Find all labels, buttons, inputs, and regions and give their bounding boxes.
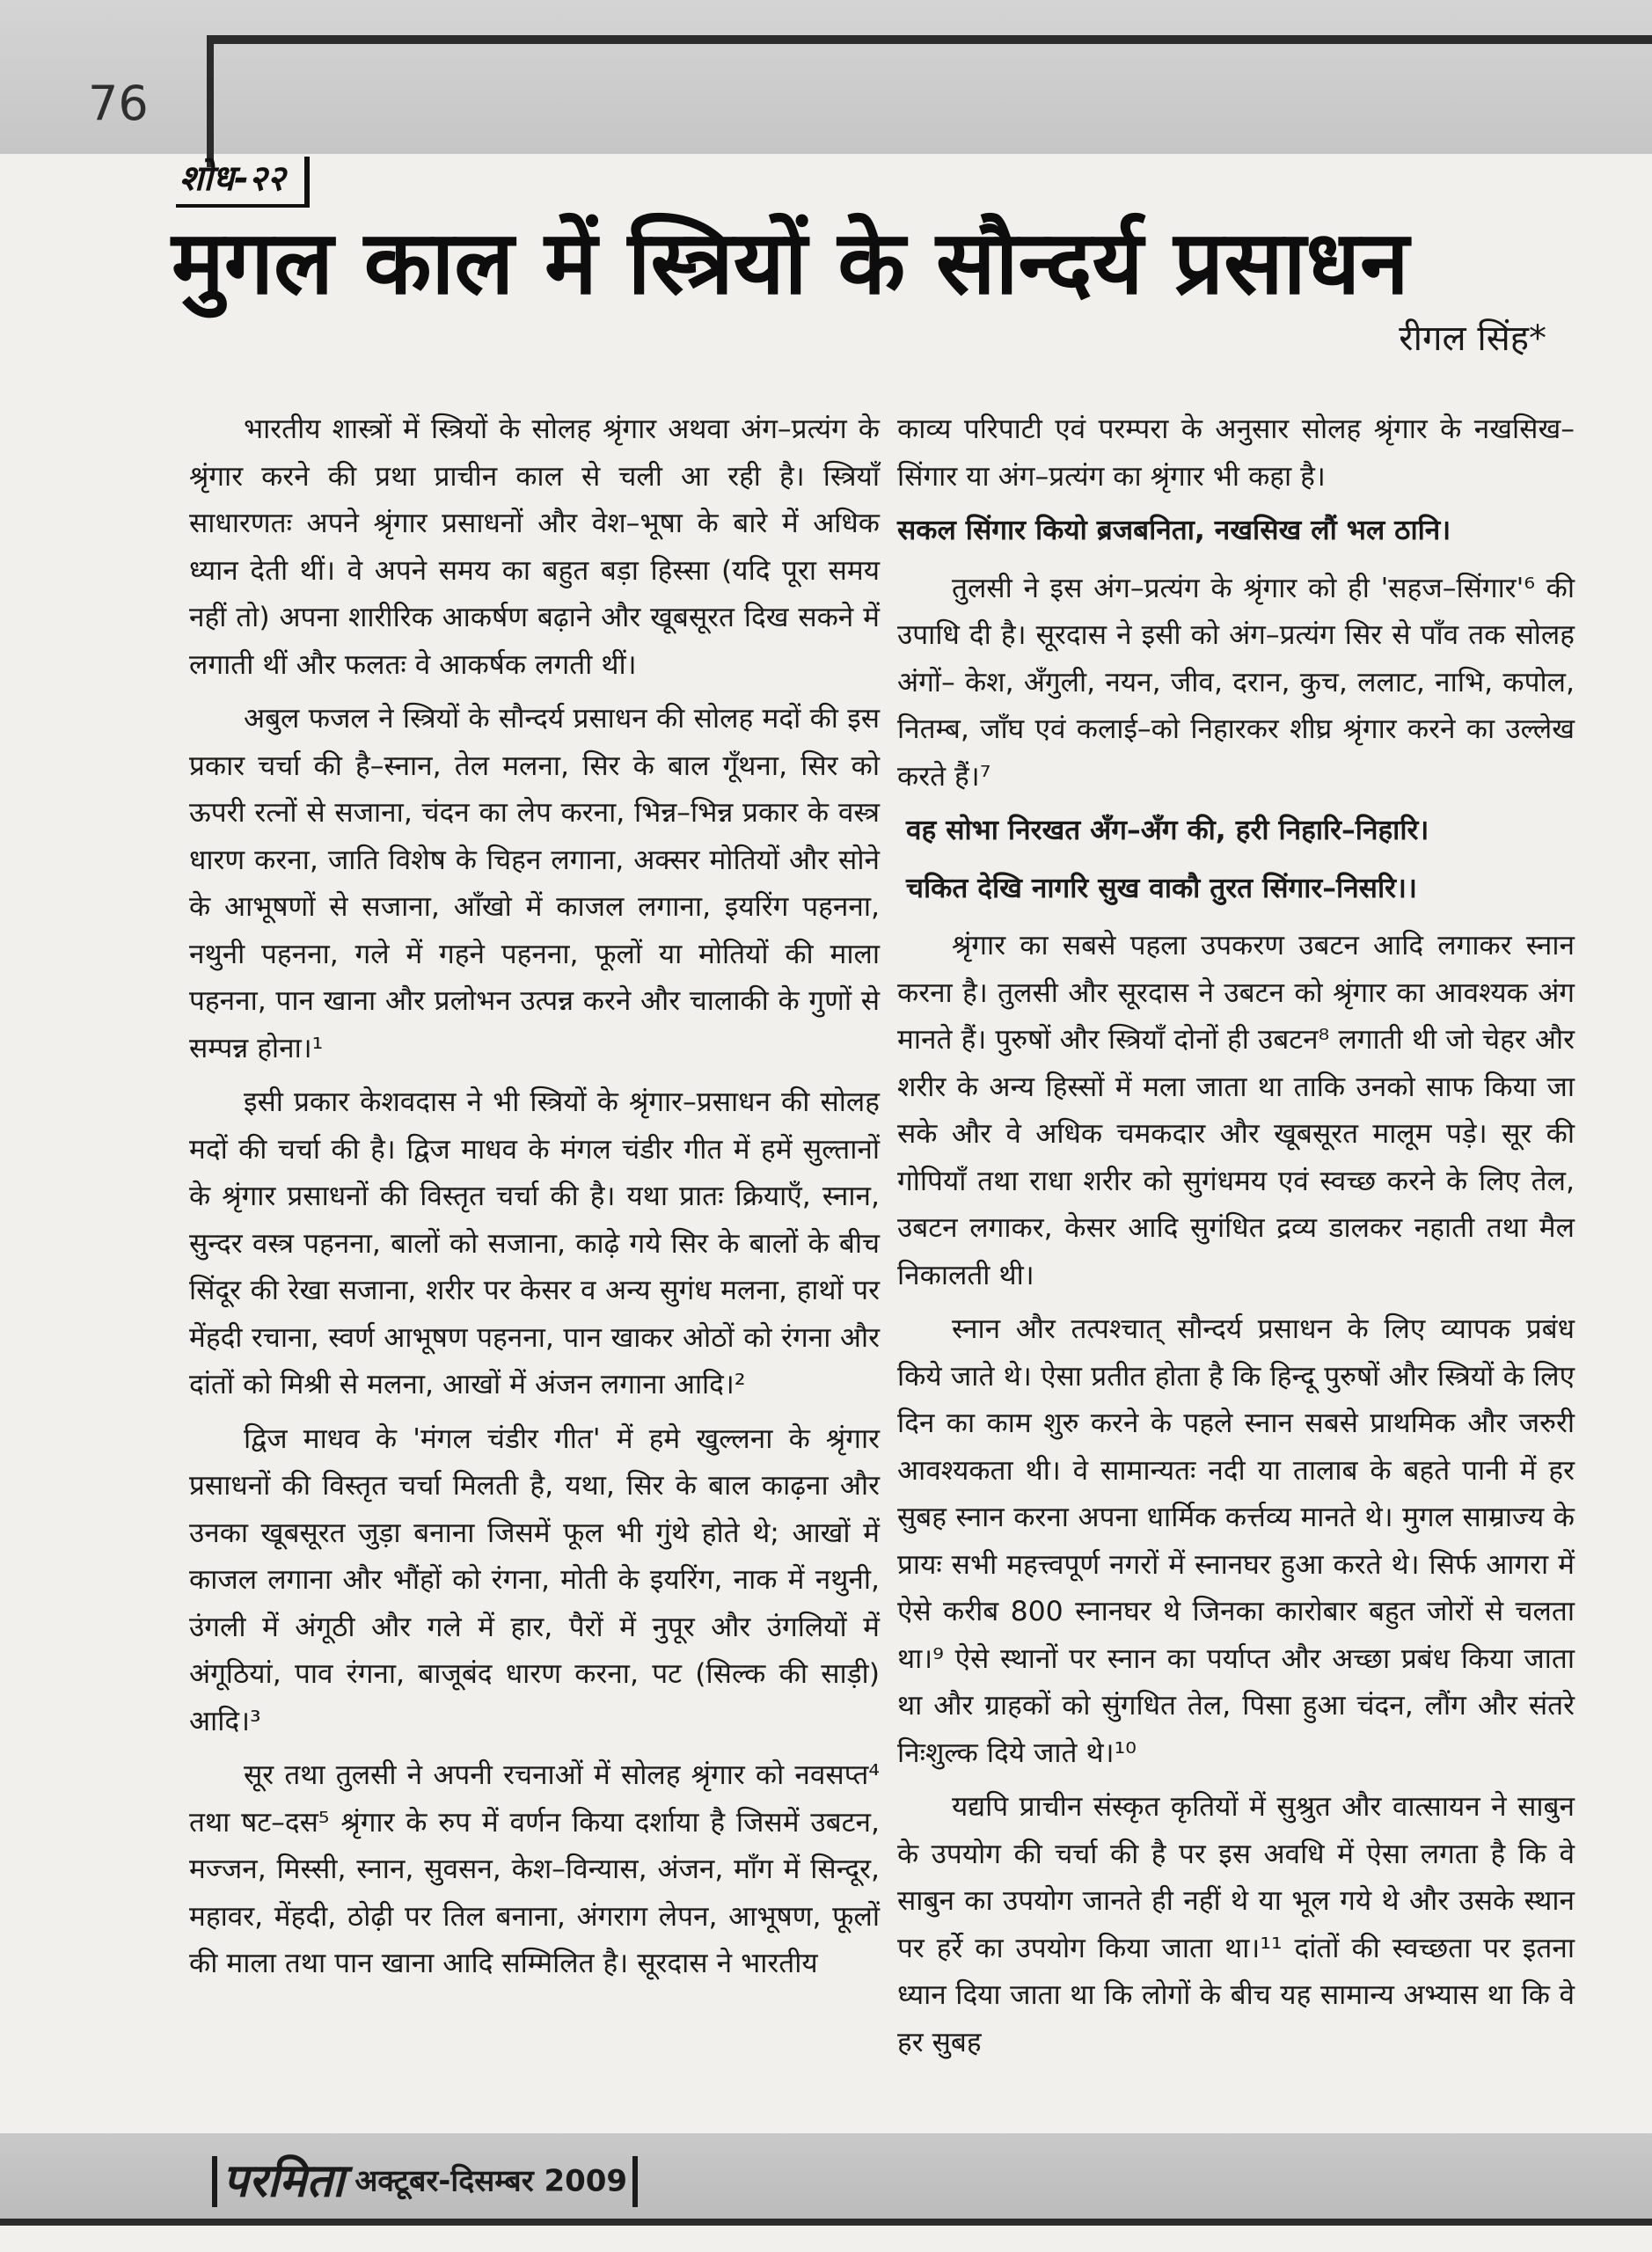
verse-line: चकित देखि नागरि सुख वाकौ तुरत सिंगार–निसरि।। [906,872,1417,904]
issue-date: अक्टूबर-दिसम्बर 2009 [355,2163,628,2199]
header-band [0,0,1652,154]
paragraph: स्नान और तत्पश्चात् सौन्दर्य प्रसाधन के लिए व्यापक प्रबंध किये जाते थे। ऐसा प्रतीत होता है कि हिन्दू पुरुषों और स्त्रियों के लिए दिन का काम शुरु करने के पहले स्नान सबसे प्राथमिक और जरुरी आवश्यकता थी। वे सामान्यतः नदी या तालाब के बहते पानी में हर सुबह स्नान करना अपना धार्मिक कर्त्तव्य मानते थे। मुगल साम्राज्य के प्रायः सभी महत्त्वपूर्ण नगरों में स्नानघर हुआ करते थे। सिर्फ आगरा में ऐसे करीब 800 स्नानघर थे जिनका कारोबार बहुत जोरों से चलता था।⁹ ऐसे स्थानों पर स्नान का पर्याप्त और अच्छा प्रबंध किया जाता था और ग्राहकों को सुंगधित तेल, पिसा हुआ चंदन, लौंग और संतरे निःशुल्क दिये जाते थे।¹⁰ [897,1313,1575,1769]
paragraph: सूर तथा तुलसी ने अपनी रचनाओं में सोलह श्रृंगार को नवसप्त⁴ तथा षट–दस⁵ श्रृंगार के रुप में वर्णन किया दर्शाया है जिसमें उबटन, मज्जन, मिस्सी, स्नान, सुवसन, केश–विन्यास, अंजन, माँग में सिन्दूर, महावर, मेंहदी, ठोढ़ी पर तिल बनाना, अंगराग लेपन, आभूषण, फूलों की माला तथा पान खाना आदि सम्मिलित है। सूरदास ने भारतीय [189,1759,880,1979]
footer-separator [632,2156,638,2207]
quote-line: सकल सिंगार कियो ब्रजबनिता, नखसिख लौं भल ठानि। [897,515,1451,546]
right-column [897,406,1575,2073]
paragraph: श्रृंगार का सबसे पहला उपकरण उबटन आदि लगाकर स्नान करना है। तुलसी और सूरदास ने उबटन को श्रृंगार का आवश्यक अंग मानते हैं। पुरुषों और स्त्रियाँ दोनों ही उबटन⁸ लगाती थी जो चेहर और शरीर के अन्य हिस्सों में मला जाता था ताकि उनको साफ किया जा सके और वे अधिक चमकदार और खूबसूरत मालूम पड़े। सूर की गोपियाँ तथा राधा शरीर को सुगंधमय एवं स्वच्छ करने के लिए तेल, उबटन लगाकर, केसर आदि सुगंधित द्रव्य डालकर नहाती तथा मैल निकालती थी। [897,930,1575,1291]
paragraph: तुलसी ने इस अंग–प्रत्यंग के श्रृंगार को ही 'सहज–सिंगार'⁶ की उपाधि दी है। सूरदास ने इसी को अंग–प्रत्यंग सिर से पाँव तक सोलह अंगों– केश, अँगुली, नयन, जीव, दरान, कुच, ललाट, नाभि, कपोल, नितम्ब, जाँघ एवं कलाई–को निहारकर शीघ्र श्रृंगार करने का उल्लेख करते हैं।⁷ [897,572,1575,793]
magazine-name: परमिता [223,2154,345,2208]
footer-separator [212,2156,217,2207]
paragraph: यद्यपि प्राचीन संस्कृत कृतियों में सुश्रुत और वात्सायन ने साबुन के उपयोग की चर्चा की है पर इस अवधि में ऐसा लगता है कि वे साबुन का उपयोग जानते ही नहीं थे या भूल गये थे और उसके स्थान पर हर्रे का उपयोग किया जाता था।¹¹ दांतों की स्वच्छता पर इतना ध्यान दिया जाता था कि लोगों के बीच यह सामान्य अभ्यास था कि वे हर सुबह [897,1791,1575,2058]
paragraph: भारतीय शास्त्रों में स्त्रियों के सोलह श्रृंगार अथवा अंग–प्रत्यंग के श्रृंगार करने की प्रथा प्राचीन काल से चली आ रही है। स्त्रियाँ साधारणतः अपने श्रृंगार प्रसाधनों और वेश–भूषा के बारे में अधिक ध्यान देती थीं। वे अपने समय का बहुत बड़ा हिस्सा (यदि पूरा समय नहीं तो) अपना शारीरिक आकर्षण बढ़ाने और खूबसूरत दिख सकने में लगाती थीं और फलतः वे आकर्षक लगती थीं। [189,413,880,681]
left-column [189,406,880,1995]
article-title: मुगल काल में स्त्रियों के सौन्दर्य प्रसाधन [172,211,1409,314]
paragraph: इसी प्रकार केशवदास ने भी स्त्रियों के श्रृंगार–प्रसाधन की सोलह मदों की चर्चा की है। द्विज माधव के मंगल चंडीर गीत में हमें सुल्तानों के श्रृंगार प्रसाधनों की विस्तृत चर्चा की है। यथा प्रातः क्रियाएँ, स्नान, सुन्दर वस्त्र पहनना, बालों को सजाना, काढ़े गये सिर के बालों के बीच सिंदूर की रेखा सजाना, शरीर पर केसर व अन्य सुगंध मलना, हाथों पर मेंहदी रचाना, स्वर्ण आभूषण पहनना, पान खाकर ओठों को रंगना और दांतों को मिश्री से मलना, आखों में अंजन लगाना आदि।² [189,1086,880,1400]
paragraph: अबुल फजल ने स्त्रियों के सौन्दर्य प्रसाधन की सोलह मदों की इस प्रकार चर्चा की है–स्नान, तेल मलना, सिर के बाल गूँथना, सिर को ऊपरी रत्नों से सजाना, चंदन का लेप करना, भिन्न–भिन्न प्रकार के वस्त्र धारण करना, जाति विशेष के चिहन लगाना, अक्सर मोतियों और सोने के आभूषणों से सजाना, आँखो में काजल लगाना, इयरिंग पहनना, नथुनी पहनना, गले में गहने पहनना, फूलों या मोतियों की माला पहनना, पान खाना और प्रलोभन उत्पन्न करने और चालाकी के गुणों से सम्पन्न होना।¹ [189,703,880,1064]
paragraph: काव्य परिपाटी एवं परम्परा के अनुसार सोलह श्रृंगार के नखसिख–सिंगार या अंग–प्रत्यंग का श्रृंगार भी कहा है। [897,413,1575,493]
header-vertical-rule [207,35,214,167]
footer [207,2145,643,2217]
section-label: शोध-२२ [176,157,310,208]
author-name: रीगल सिंह* [1399,318,1546,359]
page-number: 76 [88,76,149,131]
header-rule [207,35,1652,44]
paragraph: द्विज माधव के 'मंगल चंडीर गीत' में हमे खुल्लना के श्रृंगार प्रसाधनों की विस्तृत चर्चा मिलती है, यथा, सिर के बाल काढ़ना और उनका खूबसूरत जुड़ा बनाना जिसमें फूल भी गुंथे होते थे; आखों में काजल लगाना और भौंहों को रंगना, मोती के इयरिंग, नाक में नथुनी, उंगली में अंगूठी और गले में हार, पैरों में नुपूर और उंगलियों में अंगूठियां, पाव रंगना, बाजूबंद धारण करना, पट (सिल्क की साड़ी) आदि।³ [189,1422,880,1737]
footer-rule [0,2219,1652,2226]
verse-line: वह सोभा निरखत अँग–अँग की, हरी निहारि–निहारि। [906,815,1429,846]
